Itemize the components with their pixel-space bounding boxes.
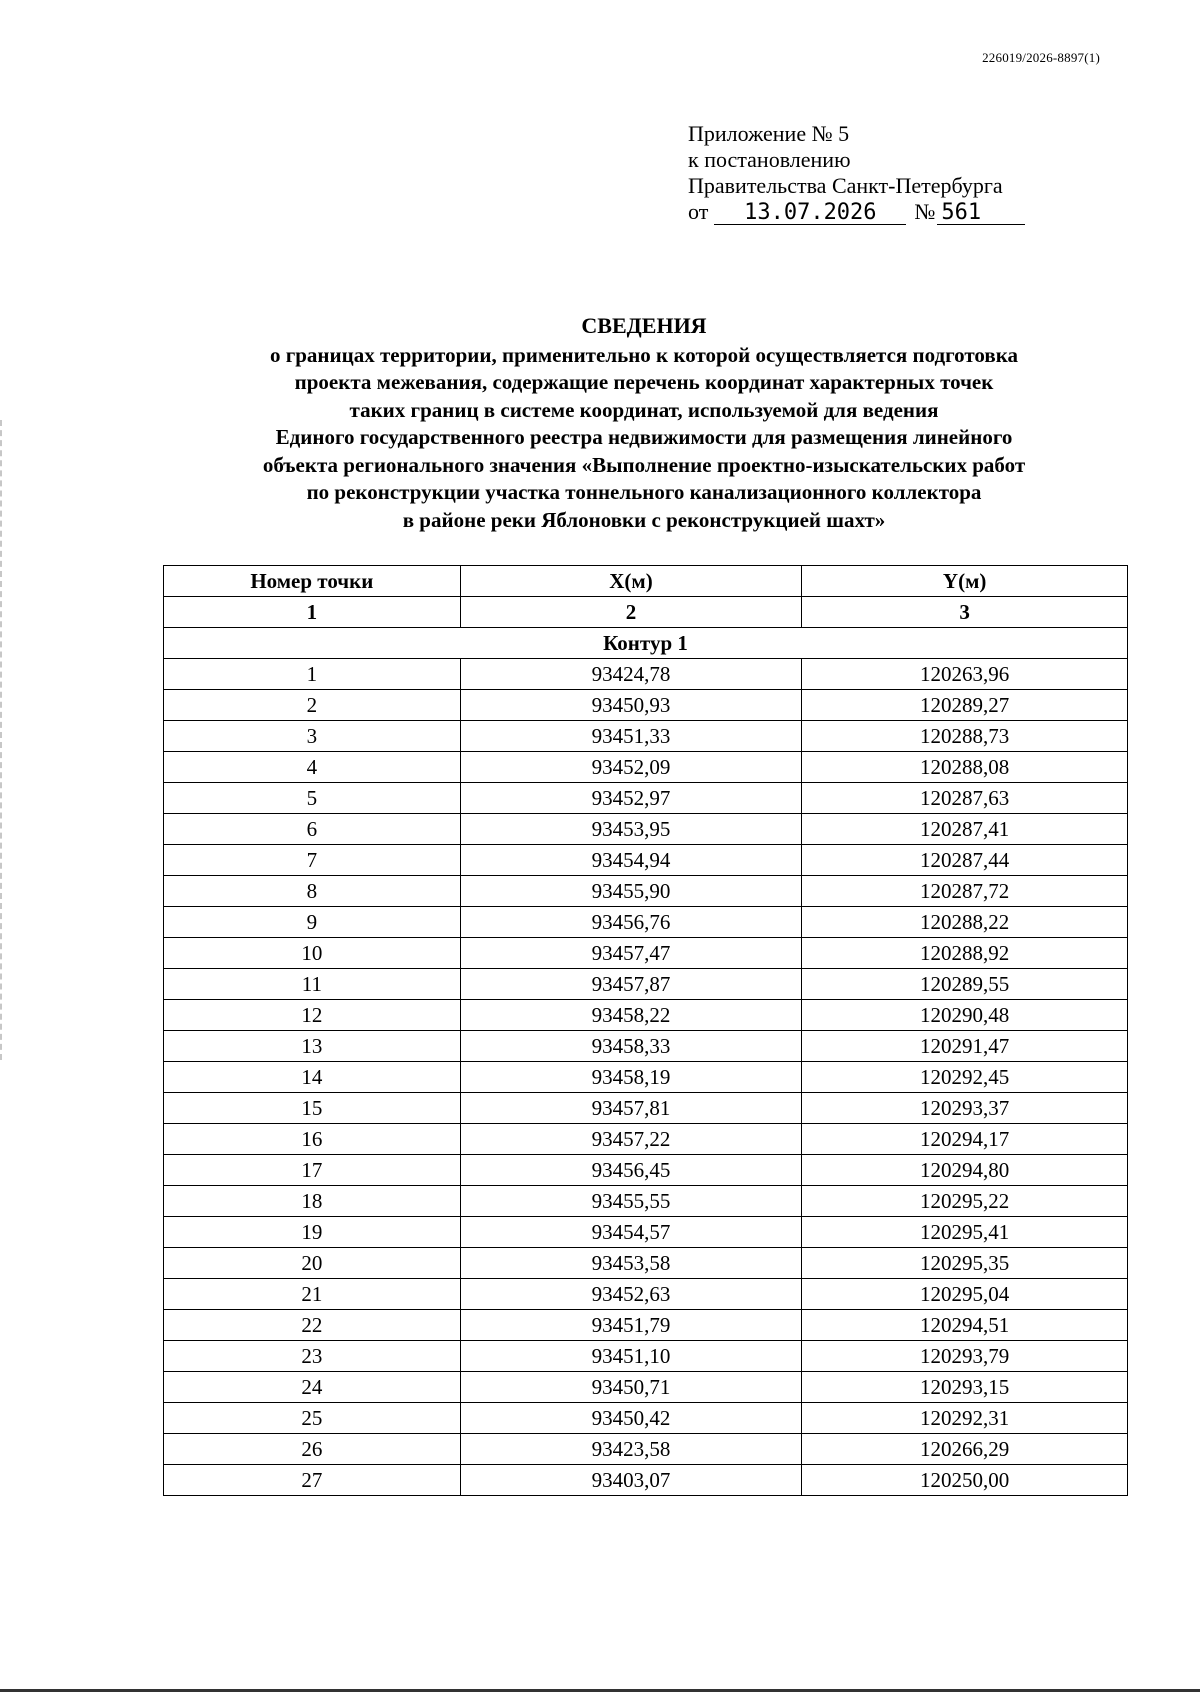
point-number-cell: 25 — [164, 1403, 461, 1434]
x-coordinate-cell: 93450,93 — [460, 690, 802, 721]
table-row — [164, 1062, 1128, 1093]
point-number-cell: 26 — [164, 1434, 461, 1465]
x-coordinate-cell: 93456,45 — [460, 1155, 802, 1186]
appendix-block — [688, 121, 1108, 225]
document-id: 226019/2026-8897(1) — [982, 50, 1100, 65]
title-line-6: по реконструкции участка тоннельного канализационного коллектора — [306, 480, 982, 504]
table-row — [164, 969, 1128, 1000]
point-number-cell: 8 — [164, 876, 461, 907]
y-coordinate-cell: 120288,22 — [802, 907, 1128, 938]
column-number-1: 1 — [164, 597, 461, 628]
x-coordinate-cell: 93453,95 — [460, 814, 802, 845]
point-number-cell: 10 — [164, 938, 461, 969]
x-coordinate-cell: 93458,33 — [460, 1031, 802, 1062]
y-coordinate-cell: 120250,00 — [802, 1465, 1128, 1496]
x-coordinate-cell: 93424,78 — [460, 659, 802, 690]
y-coordinate-cell: 120295,35 — [802, 1248, 1128, 1279]
y-coordinate-cell: 120266,29 — [802, 1434, 1128, 1465]
x-coordinate-cell: 93455,90 — [460, 876, 802, 907]
x-coordinate-cell: 93455,55 — [460, 1186, 802, 1217]
title-line-1: о границах территории, применительно к которой осуществляется подготовка — [269, 342, 1019, 367]
table-row — [164, 721, 1128, 752]
y-coordinate-cell: 120287,72 — [802, 876, 1128, 907]
x-coordinate-cell: 93457,22 — [460, 1124, 802, 1155]
table-row — [164, 690, 1128, 721]
point-number-cell: 7 — [164, 845, 461, 876]
table-row — [164, 752, 1128, 783]
y-coordinate-cell: 120295,04 — [802, 1279, 1128, 1310]
point-number-cell: 2 — [164, 690, 461, 721]
table-row — [164, 1465, 1128, 1496]
x-coordinate-cell: 93451,10 — [460, 1341, 802, 1372]
table-row — [164, 876, 1128, 907]
y-coordinate-cell: 120294,80 — [802, 1155, 1128, 1186]
point-number-cell: 6 — [164, 814, 461, 845]
x-coordinate-cell: 93453,58 — [460, 1248, 802, 1279]
point-number-cell: 11 — [164, 969, 461, 1000]
table-row — [164, 1341, 1128, 1372]
x-coordinate-cell: 93457,47 — [460, 938, 802, 969]
y-coordinate-cell: 120289,27 — [802, 690, 1128, 721]
y-coordinate-cell: 120293,37 — [802, 1093, 1128, 1124]
title-line-5: объекта регионального значения «Выполнение проектно-изыскательских работ — [262, 452, 1026, 477]
table-row — [164, 938, 1128, 969]
table-row — [164, 1279, 1128, 1310]
contour-label: Контур 1 — [164, 628, 1128, 659]
decree-date: 13.07.2026 — [714, 202, 906, 225]
table-row — [164, 1217, 1128, 1248]
x-coordinate-cell: 93452,97 — [460, 783, 802, 814]
table-row — [164, 1186, 1128, 1217]
number-prefix: № — [914, 199, 936, 224]
header-point-number: Номер точки — [164, 566, 461, 597]
coordinates-table — [163, 565, 1128, 1496]
point-number-cell: 4 — [164, 752, 461, 783]
x-coordinate-cell: 93450,42 — [460, 1403, 802, 1434]
x-coordinate-cell: 93458,22 — [460, 1000, 802, 1031]
title-line-4: Единого государственного реестра недвижимости для размещения линейного — [275, 425, 1013, 449]
table-row — [164, 1310, 1128, 1341]
table-row — [164, 814, 1128, 845]
x-coordinate-cell: 93451,79 — [460, 1310, 802, 1341]
header-y: Y(м) — [802, 566, 1128, 597]
point-number-cell: 23 — [164, 1341, 461, 1372]
point-number-cell: 17 — [164, 1155, 461, 1186]
x-coordinate-cell: 93450,71 — [460, 1372, 802, 1403]
point-number-cell: 13 — [164, 1031, 461, 1062]
appendix-date-line — [688, 199, 1108, 225]
y-coordinate-cell: 120288,73 — [802, 721, 1128, 752]
x-coordinate-cell: 93458,19 — [460, 1062, 802, 1093]
column-number-3: 3 — [802, 597, 1128, 628]
title-line-3: таких границ в системе координат, используемой для ведения — [349, 397, 939, 422]
x-coordinate-cell: 93454,94 — [460, 845, 802, 876]
y-coordinate-cell: 120287,41 — [802, 814, 1128, 845]
date-prefix: от — [688, 199, 709, 224]
table-row — [164, 659, 1128, 690]
point-number-cell: 12 — [164, 1000, 461, 1031]
column-number-row — [164, 597, 1128, 628]
x-coordinate-cell: 93457,81 — [460, 1093, 802, 1124]
table-row — [164, 783, 1128, 814]
table-row — [164, 1124, 1128, 1155]
x-coordinate-cell: 93457,87 — [460, 969, 802, 1000]
y-coordinate-cell: 120293,79 — [802, 1341, 1128, 1372]
y-coordinate-cell: 120287,44 — [802, 845, 1128, 876]
y-coordinate-cell: 120294,17 — [802, 1124, 1128, 1155]
y-coordinate-cell: 120288,08 — [802, 752, 1128, 783]
table-row — [164, 1031, 1128, 1062]
title-line-2: проекта межевания, содержащие перечень координат характерных точек — [294, 370, 994, 394]
point-number-cell: 16 — [164, 1124, 461, 1155]
table-row — [164, 1155, 1128, 1186]
decree-number: 561 — [937, 202, 1025, 225]
point-number-cell: 14 — [164, 1062, 461, 1093]
y-coordinate-cell: 120292,31 — [802, 1403, 1128, 1434]
appendix-line-1: Приложение № 5 — [688, 121, 850, 146]
column-number-2: 2 — [460, 597, 802, 628]
y-coordinate-cell: 120288,92 — [802, 938, 1128, 969]
point-number-cell: 24 — [164, 1372, 461, 1403]
table-row — [164, 845, 1128, 876]
x-coordinate-cell: 93403,07 — [460, 1465, 802, 1496]
title-heading: СВЕДЕНИЯ — [581, 313, 707, 338]
title-line-7: в районе реки Яблоновки с реконструкцией шахт» — [402, 507, 886, 532]
y-coordinate-cell: 120289,55 — [802, 969, 1128, 1000]
x-coordinate-cell: 93452,63 — [460, 1279, 802, 1310]
appendix-line-2: к постановлению — [688, 147, 851, 172]
point-number-cell: 1 — [164, 659, 461, 690]
point-number-cell: 20 — [164, 1248, 461, 1279]
point-number-cell: 9 — [164, 907, 461, 938]
point-number-cell: 22 — [164, 1310, 461, 1341]
point-number-cell: 18 — [164, 1186, 461, 1217]
x-coordinate-cell: 93451,33 — [460, 721, 802, 752]
point-number-cell: 5 — [164, 783, 461, 814]
table-row — [164, 1093, 1128, 1124]
contour-row — [164, 628, 1128, 659]
scan-edge-artifact — [0, 420, 4, 1060]
y-coordinate-cell: 120293,15 — [802, 1372, 1128, 1403]
point-number-cell: 19 — [164, 1217, 461, 1248]
table-row — [164, 1403, 1128, 1434]
table-row — [164, 1372, 1128, 1403]
y-coordinate-cell: 120291,47 — [802, 1031, 1128, 1062]
y-coordinate-cell: 120292,45 — [802, 1062, 1128, 1093]
y-coordinate-cell: 120295,41 — [802, 1217, 1128, 1248]
point-number-cell: 27 — [164, 1465, 461, 1496]
y-coordinate-cell: 120295,22 — [802, 1186, 1128, 1217]
y-coordinate-cell: 120263,96 — [802, 659, 1128, 690]
x-coordinate-cell: 93454,57 — [460, 1217, 802, 1248]
table-header-row — [164, 566, 1128, 597]
document-title — [160, 312, 1128, 534]
x-coordinate-cell: 93456,76 — [460, 907, 802, 938]
table-row — [164, 907, 1128, 938]
table-row — [164, 1434, 1128, 1465]
appendix-line-3: Правительства Санкт-Петербурга — [688, 173, 1003, 198]
x-coordinate-cell: 93452,09 — [460, 752, 802, 783]
x-coordinate-cell: 93423,58 — [460, 1434, 802, 1465]
y-coordinate-cell: 120290,48 — [802, 1000, 1128, 1031]
header-x: X(м) — [460, 566, 802, 597]
y-coordinate-cell: 120287,63 — [802, 783, 1128, 814]
y-coordinate-cell: 120294,51 — [802, 1310, 1128, 1341]
table-row — [164, 1000, 1128, 1031]
table-row — [164, 1248, 1128, 1279]
point-number-cell: 21 — [164, 1279, 461, 1310]
point-number-cell: 15 — [164, 1093, 461, 1124]
table-body — [164, 597, 1128, 1496]
point-number-cell: 3 — [164, 721, 461, 752]
